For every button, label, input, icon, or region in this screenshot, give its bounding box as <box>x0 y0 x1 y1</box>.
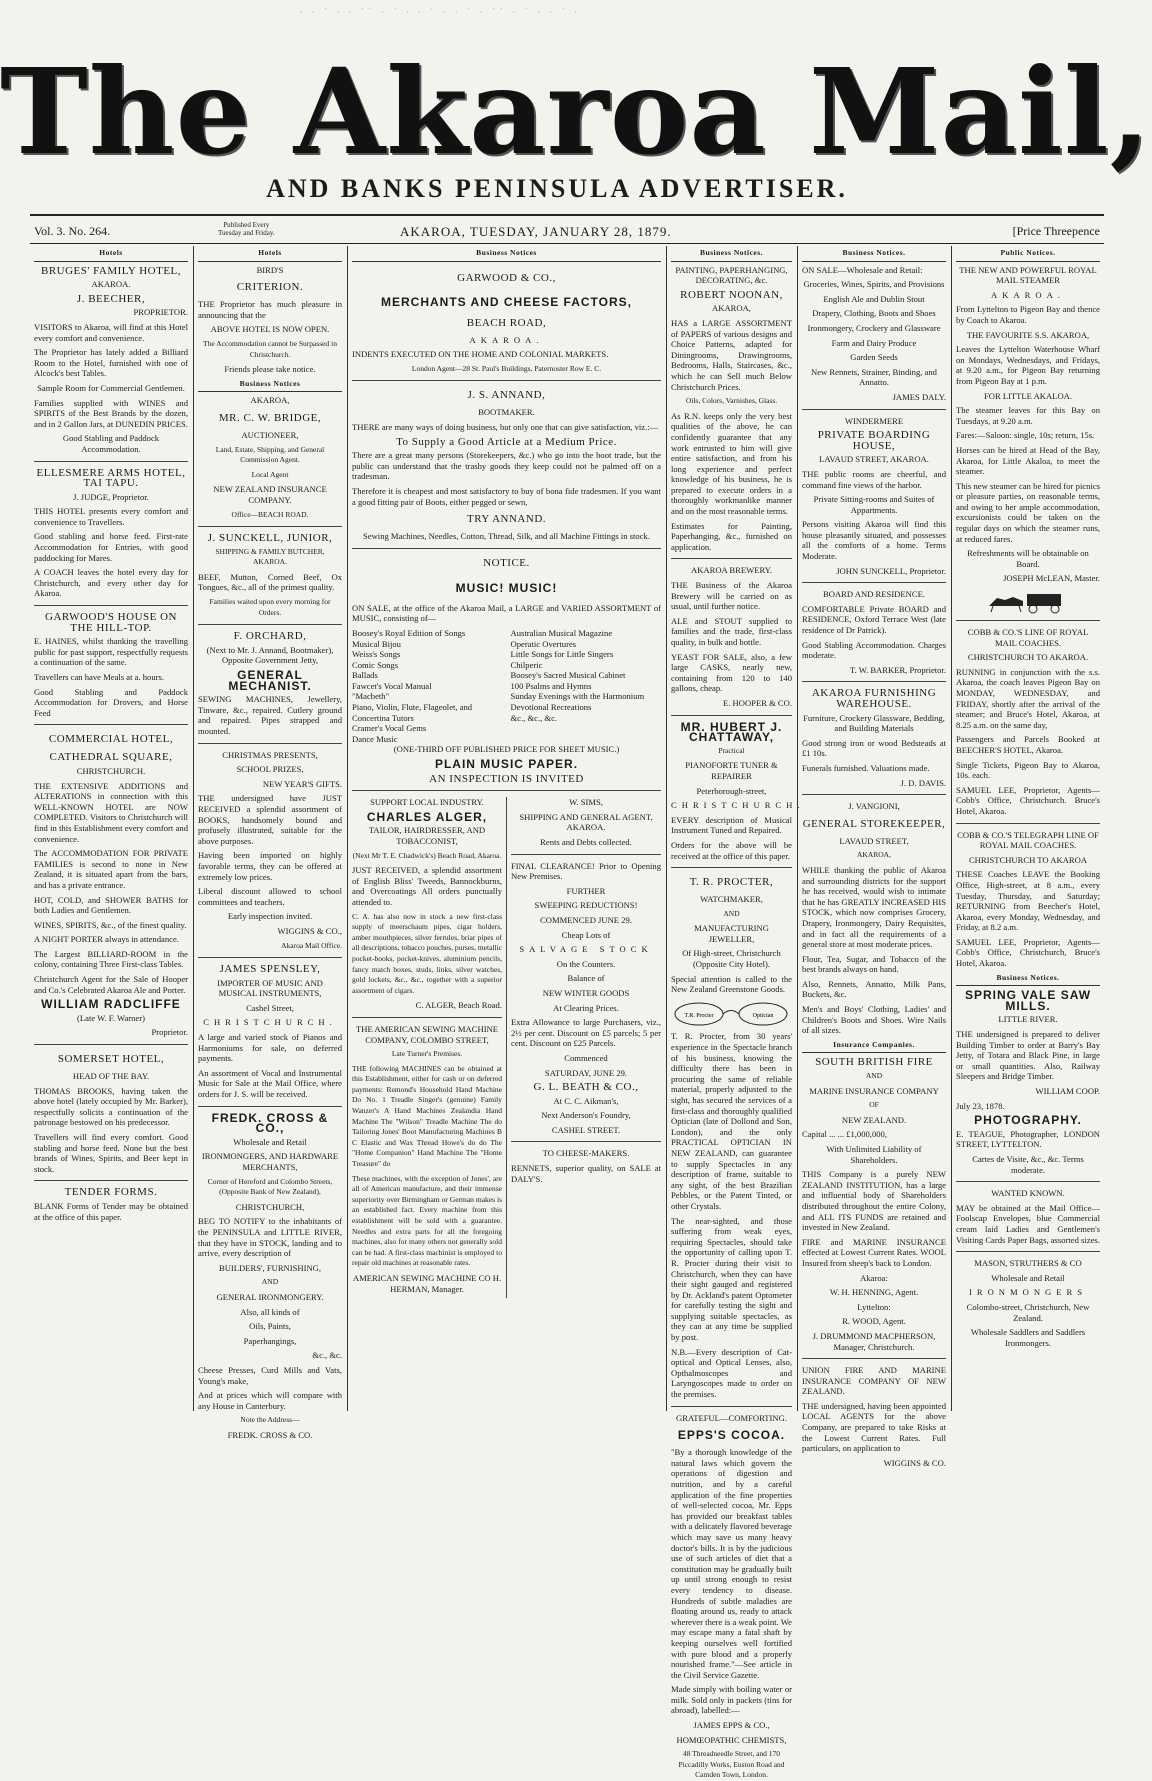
ad-title: F. ORCHARD, <box>233 630 307 643</box>
ad-title: ELLESMERE ARMS HOTEL, TAI TAPU. <box>36 466 186 490</box>
section-heading: Business Notices <box>198 379 342 393</box>
ad-title: CRITERION. <box>236 281 304 294</box>
ad-title: BRUGES' FAMILY HOTEL, <box>40 264 182 277</box>
section-heading: Business Notices. <box>802 248 946 262</box>
ad-title: WILLIAM RADCLIFFE <box>41 997 181 1012</box>
masthead <box>0 0 1152 215</box>
emblem-right-text: Optician <box>752 1012 774 1019</box>
spectacles-emblem <box>671 999 791 1029</box>
music-list-item: "Macbeth" <box>352 691 390 702</box>
music-list-item: Dance Music <box>352 733 398 744</box>
ad-title: J. SUNCKELL, JUNIOR, <box>207 532 333 545</box>
ad-title: JAMES SPENSLEY, <box>219 963 321 976</box>
column-business-5: Business Notices. ON SALE—Wholesale and Retail: Groceries, Wines, Spirits, and Provisions English Ale and Dublin Stout Drapery, Clothing, Boots and Shoes Ironmongery, Crockery and Glassware Farm and Dairy Produce Garden Seeds New Rennets, Strainer, Binding, and Annatto. JAMES DALY. WINDERMERE PRIVATE BOARDING HOUSE, LAVAUD STREET, AKAROA. THE public rooms are cheerful, and command fine views of the harbor. Private Sitting-rooms and Suites of Appartments. Persons visiting Akaroa will find this house pleasantly situated, and possesses all the comforts of a home. Terms Moderate. JOHN SUNCKELL, Proprietor. BOARD AND RESIDENCE. COMFORTABLE Private BOARD and RESIDENCE, Oxford Terrace West (late residence of Dr Patrick). Good Stabling Accommodation. Charges moderate. T. W. BARKER, Proprietor. AKAROA FURNISHING WAREHOUSE. Furniture, Crockery Glassware, Bedding, and Building Materials Good strong iron or wood Bedsteads at £1 10s. Funerals furnished. Valuations made. J. D. DAVIS. J. VANGIONI, GENERAL STOREKEEPER, LAVAUD STREET, AKAROA, WHILE thanking the public of Akaroa and surrounding districts for the support he has received, would wish to intimate that he has GREATLY INCREASED HIS STOCK, which now comprises Grocery, Drapery, Ironmongery, Dairy Requisites, and in fact all the requirements of a general store at most moderate prices. Flour, Tea, Sugar, and Tobacco of the best brands always on hand. Also, Rennets, Annatto, Milk Pans, Buckets, &c. Men's and Boys' Clothing, Ladies' and Children's Boots and Shoes. Wire Nails of all sizes. Insurance Companies. SOUTH BRITISH FIRE AND MARINE INSURANCE COMPANY OF NEW ZEALAND. Capital ... ... £1,000,000, With Unlimited Liability of Shareholders. THIS Company is a purely NEW ZEALAND INSTITUTION, has a large and influential body of Shareholders distributed throughout the entire Colony, and ALL ITS FUNDS are retained and invested in New Zealand. FIRE and MARINE INSURANCE effected at Lowest Current Rates. WOOL Insured from sheep's back to London. Akaroa: W. H. HENNING, Agent. Lyttelton: R. WOOD, Agent. J. DRUMMOND MACPHERSON, Manager, Christchurch. UNION FIRE AND MARINE INSURANCE COMPANY OF NEW ZEALAND. THE undersigned, having been appointed LOCAL AGENTS for the above Company, are prepared to take Risks at the Lowest Current Rates. Full particulars, on application to WIGGINS & CO. <box>797 246 950 1411</box>
music-list-item: Cramer's Vocal Gems <box>352 723 427 734</box>
ad-title: MR. C. W. BRIDGE, <box>218 411 322 424</box>
dateline <box>30 220 1104 244</box>
section-heading: Hotels <box>34 248 188 262</box>
ad-title: GARWOOD'S HOUSE ON THE HILL-TOP. <box>45 611 177 634</box>
column-public-notices: Public Notices. THE NEW AND POWERFUL ROYAL MAIL STEAMER AKAROA. From Lyttelton to Pigeon Bay and thence by Coach to Akaroa. THE FAVOURITE S.S. AKAROA, Leaves the Lyttelton Waterhouse Wharf on Mondays, Wednesdays, and Fridays, at 9.20 a.m., for Pigeon Bay returning from Pigeon Bay at 1 p.m. FOR LITTLE AKALOA. The steamer leaves for this Bay on Tuesdays, at 9.20 a.m. Fares:—Saloon: single, 10s; return, 15s. Horses can be hired at Head of the Bay, Akaroa, for Little Akaloa, to meet the steamer. This new steamer can be hired for picnics or pleasure parties, on reasonable terms, and owing to her ample accommodation, excursionists could be taken on the regular days on which the steamer runs, at reduced fares. Refreshments will be obtainable on Board. JOSEPH McLEAN, Master. COBB & CO.'S LINE OF ROYAL MAIL COACHES. CHRISTCHURCH TO AKAROA. RUNNING in conjunction with the s.s. Akaroa, the coach leaves Pigeon Bay on MONDAY, WEDNESDAY, and FRIDAY, shortly after the arrival of the steamer; and Bruce's Hotel, Akaroa, at 8.25 a.m. on the same day, Passengers and Parcels Booked at BEECHER'S HOTEL, Akaroa. Single Tickets, Pigeon Bay to Akaroa, 10s. each. SAMUEL LEE, Proprietor, Agents— Cobb's Office, Christchurch. Bruce's Hotel, Akaroa. COBB & CO.'S TELEGRAPH LINE OF ROYAL MAIL COACHES. CHRISTCHURCH TO AKAROA THESE Coaches LEAVE the Booking Office, High-street, at 8 a.m., every Tuesday, Thursday, and Saturday; RETURNING from Beecher's Hotel, Akaroa, every Monday, Wednesday, and Friday, at 8.2 a.m. SAMUEL LEE, Proprietor, Agents— Cobb's Office, Christchurch, Bruce's Hotel, Akaroa. Business Notices. SPRING VALE SAW MILLS. LITTLE RIVER. THE undersigned is prepared to deliver Building Timber to order at Barry's Bay Jetty, of Totara and Black Pine, in large or small quantities. Also, Railway Sleepers and Bridge Timber. WILLIAM COOP. July 23, 1878. PHOTOGRAPHY. E. TEAGUE, Photographer, LONDON STREET, LYTTELTON. Cartes de Visite, &c., &c. Terms moderate. WANTED KNOWN. MAY be obtained at the Mail Office— Foolscap Envelopes, blue Commercial cream laid Ladies and Gentlemen's Visiting Cards Paper Bags, assorted sizes. MASON, STRUTHERS & CO Wholesale and Retail IRONMONGERS Colombo-street, Christchurch, New Zealand. Wholesale Saddlers and Saddlers Ironmongers. <box>951 246 1104 1411</box>
ad-title: GARWOOD & CO., <box>457 271 556 284</box>
music-list-item: Musical Bijou <box>352 638 401 649</box>
music-list-item: 100 Psalms and Hymns <box>510 680 592 691</box>
ad-title: EPPS'S COCOA. <box>677 1428 786 1443</box>
section-heading: Business Notices. <box>671 248 792 262</box>
newspaper-title: The Akaroa Mail, <box>0 42 1152 181</box>
music-list-item: Australian Musical Magazine <box>510 627 613 638</box>
volume-number: Vol. 3. No. 264. <box>34 224 111 238</box>
ad-title: TENDER FORMS. <box>64 1186 158 1199</box>
ad-title: GENERAL STOREKEEPER, <box>802 817 946 830</box>
ad-title: MR. HUBERT J. CHATTAWAY, <box>680 719 783 745</box>
music-list <box>352 628 661 745</box>
advertisement-columns <box>30 246 1104 1780</box>
issue-date: AKAROA, TUESDAY, JANUARY 28, 1879. <box>400 224 672 239</box>
publication-frequency: Published Every Tuesday and Friday. <box>218 221 275 237</box>
ad-title: SOMERSET HOTEL, <box>57 1053 165 1066</box>
ad-title: AKAROA FURNISHING WAREHOUSE. <box>811 687 937 710</box>
section-heading: Public Notices. <box>956 248 1100 262</box>
ad-title: PRIVATE BOARDING HOUSE, <box>817 429 931 452</box>
coach-illustration <box>983 588 1073 614</box>
music-list-item: Operatic Overtures <box>510 638 577 649</box>
column-hotels-2: Hotels BIRD'S CRITERION. THE Proprietor has much pleasure in announcing that the ABOVE HOTEL IS NOW OPEN. The Accommodation cannot be Surpassed in Christchurch. Friends please take notice. Business Notices AKAROA, MR. C. W. BRIDGE, AUCTIONEER, Land, Estate, Shipping, and General Commission Agent. Local Agent NEW ZEALAND INSURANCE COMPANY. Office—BEACH ROAD. J. SUNCKELL, JUNIOR, SHIPPING & FAMILY BUTCHER, AKAROA. BEEF, Mutton, Corned Beef, Ox Tongues, &c., all of the primest quality. Families waited upon every morning for Orders. F. ORCHARD, (Next to Mr. J. Annand, Bootmaker), Opposite Government Jetty, GENERAL MECHANIST. SEWING MACHINES, Jewellery, Tinware, &c., repaired. Cutlery ground and repaired. Pipes strapped and mounted. CHRISTMAS PRESENTS, SCHOOL PRIZES, NEW YEAR'S GIFTS. THE undersigned have JUST RECEIVED a splendid assortment of BOOKS, handsomely bound and profusely illustrated, suitable for the above purposes. Having been imported on highly favorable terms, they can be offered at extremely low prices. Liberal discount allowed to school committees and teachers. Early inspection invited. WIGGINS & CO., Akaroa Mail Office. JAMES SPENSLEY, IMPORTER OF MUSIC AND MUSICAL INSTRUMENTS, Cashel Street, CHRISTCHURCH. A large and varied stock of Pianos and Harmoniums for sale, on deferred payments. An assortment of Vocal and Instrumental Music for Sale at the Mail Office, where orders for J. S. will be received. FREDK. CROSS & CO., Wholesale and Retail IRONMONGERS, AND HARDWARE MERCHANTS, Corner of Hereford and Colombo Streets, (Opposite Bank of New Zealand), CHRISTCHURCH, BEG TO NOTIFY to the inhabitants of the PENINSULA and LITTLE RIVER, that they have in STOCK, landing and to arrive, every description of BUILDERS', FURNISHING, AND GENERAL IRONMONGERY. Also, all kinds of Oils, Paints, Paperhangings, &c., &c. Cheese Presses, Curd Mills and Vats, Young's make, And at prices which will compare with any House in Canterbury. Note the Address— FREDK. CROSS & CO. <box>193 246 346 1411</box>
ad-title: PHOTOGRAPHY. <box>974 1113 1082 1128</box>
music-list-left <box>352 628 503 745</box>
section-heading: Hotels <box>198 248 342 262</box>
music-list-item: &c., &c., &c. <box>510 712 558 723</box>
section-heading: Business Notices <box>352 248 661 262</box>
music-list-right <box>511 628 662 745</box>
price: [Price Threepence <box>1012 224 1100 238</box>
ad-title: T. R. PROCTER, <box>689 876 774 889</box>
column-business-4: Business Notices. PAINTING, PAPERHANGING, DECORATING, &c. ROBERT NOONAN, AKAROA, HAS a LARGE ASSORTMENT of PAPERS of various designs and Choice Patterns, adapted for Diningrooms, Drawingrooms, Bedrooms, Halls, Staircases, &c., which he can Sell much Below Christchurch Prices. Oils, Colors, Varnishes, Glass. As R.N. keeps only the very best qualities of the above, he can confidently guarantee that any work entrusted to him will give entire satisfaction, and from his long experience and perfect knowledge of his business, he is prepared to execute orders in a thoroughly workmanlike manner and on the most reasonable terms. Estimates for Painting, Paperhanging, &c., furnished on application. AKAROA BREWERY. THE Business of the Akaroa Brewery will be carried on as usual, until further notice. ALE and STOUT supplied to families and the trade, first-class quality, in bulk and bottle. YEAST FOR SALE, also, a few large CASKS, nearly new, containing from 120 to 140 gallons, cheap. E. HOOPER & CO. MR. HUBERT J. CHATTAWAY, Practical PIANOFORTE TUNER & REPAIRER Peterborough-street, CHRISTCHURCH. EVERY description of Musical Instrument Tuned and Repaired. Orders for the above will be received at the office of this paper. T. R. PROCTER, WATCHMAKER, AND MANUFACTURING JEWELLER, Of High-street, Christchurch (Opposite City Hotel). Special attention is called to the New Zealand Greenstone Goods. T.R. Procter Optician T. R. Procter, from 30 years' experience in the Spectacle branch of his business, knowing the difficulty there has been in procuring the same of reliable material, properly adjusted to the sight, has secured the services of a first-class and thoroughly qualified Optician (late of Dollond and Son, London), and the only PRACTICAL OPTICIAN IN NEW ZEALAND, can guarantee to supply Spectacles in any description of frame, suitable to any sight, of the best Brazilian Pebbles, or the Patent Tinted, or other Crystals. The near-sighted, and those suffering from weak eyes, requiring Spectacles, should take the opportunity of calling upon T. R. Procter during their visit to Christchurch, when they can have their sight gauged and registered by Dr. Ackland's patent Optometer for carefully testing the sight and supplying suitable spectacles, as they can at any time be supplied by post. N.B.—Every description of Cat-optical and Optical Lenses, also, Opthalmoscopes and Laryngoscopes made to order on the premises. GRATEFUL—COMFORTING. EPPS'S COCOA. "By a thorough knowledge of the natural laws which govern the operations of digestion and nutrition, and by a careful application of the fine properties of well-selected cocoa, Mr. Epps has provided our breakfast tables with a delicately flavored beverage which may save us many heavy doctor's bills. It is by the judicious use of such articles of diet that a constitution may be gradually built up until strong enough to resist every tendency to disease. Hundreds of subtle maladies are floating around us, ready to attack wherever there is a weak point. We may escape many a fatal shaft by keeping ourselves well fortified with pure blood and a properly nourished frame."—See article in the Civil Service Gazette. Made simply with boiling water or milk. Sold only in packets (tins for abroad), labelled:— JAMES EPPS & CO., HOMŒOPATHIC CHEMISTS, 48 Threadneedle Street, and 170 Piccadilly Works, Euston Road and Camden Town, London. <box>666 246 796 1411</box>
ad-title: NOTICE. <box>483 556 530 569</box>
ad-title: CHARLES ALGER, <box>366 809 488 824</box>
music-list-item: Sunday Evenings with the Harmonium <box>510 691 645 702</box>
music-list-item: Comic Songs <box>352 659 399 670</box>
music-list-item: Chilperic <box>510 659 543 670</box>
music-list-item: Piano, Violin, Flute, Flageolet, and Concertina Tutors <box>352 702 473 723</box>
emblem-left-text: T.R. Procter <box>684 1012 714 1019</box>
ad-title: SPRING VALE SAW MILLS. <box>964 988 1092 1013</box>
ad-title: COMMERCIAL HOTEL, <box>48 733 174 746</box>
newspaper-subtitle: AND BANKS PENINSULA ADVERTISER. <box>266 174 848 203</box>
ad-title: J. S. ANNAND, <box>467 389 546 402</box>
ad-title: J. BEECHER, <box>76 292 146 305</box>
masthead-rule <box>30 214 1104 216</box>
faded-header-marks: · · ˙ · · ˙˙ · ˙ · · ˙ · · ˙ · ˙˙ · ˙ · · ˙ · <box>300 8 581 18</box>
section-heading: Business Notices. <box>956 973 1100 987</box>
music-list-item: Ballads <box>352 670 378 681</box>
ad-title: FREDK. CROSS & CO., <box>211 1110 329 1136</box>
column-hotels-1: Hotels BRUGES' FAMILY HOTEL, AKAROA. J. BEECHER, PROPRIETOR. VISITORS to Akaroa, will find at this Hotel every comfort and convenience. The Proprietor has lately added a Billiard Room to the Hotel, furnished with one of Alcock's best Tables. Sample Room for Commercial Gentlemen. Families supplied with WINES and SPIRITS of the Best Brands by the dozen, and in 2 Gallon Jars, at DUNEDIN PRICES. Good Stabling and Paddock Accommodation. ELLESMERE ARMS HOTEL, TAI TAPU. J. JUDGE, Proprietor. THIS HOTEL presents every comfort and convenience to Travellers. Good stabling and horse feed. First-rate Accommodation for Entries, with good paddocking for Mares. A COACH leaves the hotel every day for Christchurch, and every other day for Akaroa. GARWOOD'S HOUSE ON THE HILL-TOP. E. HAINES, whilst thanking the travelling public for past support, respectfully requests a continuation of the same. Travellers can have Meals at a. hours. Good Stabling and Paddock Accommodation for Drovers, and Horse Feed COMMERCIAL HOTEL, CATHEDRAL SQUARE, CHRISTCHURCH. THE EXTENSIVE ADDITIONS and ALTERATIONS in connection with this WELL-KNOWN HOTEL are NOW COMPLETED. Visitors to Christchurch will find in this Establishment every comfort and convenience. The ACCOMMODATION FOR PRIVATE FAMILIES is second to none in New Zealand, it is situated apart from the bars, and has a private entrance. HOT, COLD, and SHOWER BATHS for both Ladies and Gentlemen. WINES, SPIRITS, &c., of the finest quality. A NIGHT PORTER always in attendance. The Largest BILLIARD-ROOM in the colony, containing Three First-class Tables. Christchurch Agent for the Sale of Hooper and Co.'s Celebrated Akaroa Ale and Porter. WILLIAM RADCLIFFE (Late W. F. Warner) Proprietor. SOMERSET HOTEL, HEAD OF THE BAY. THOMAS BROOKS, having taken the above hotel (lately occupied by Mr. Barker), respectfully solicits a continuation of the patronage bestowed on his predecessor. Travellers will find every comfort. Good stabling and horse feed. None but the best brands of Wines, Spirits, and Beer kept in stock. TENDER FORMS. BLANK Forms of Tender may be obtained at the office of this paper. <box>34 248 188 1222</box>
ad-title: ROBERT NOONAN, <box>680 288 783 301</box>
music-list-item: Fawcet's Vocal Manual <box>352 680 432 691</box>
music-list-item: Boosey's Royal Edition of Songs <box>352 627 466 638</box>
music-list-item: Little Songs for Little Singers <box>510 649 614 660</box>
ad-title: SOUTH BRITISH FIRE <box>815 1056 933 1069</box>
music-list-item: Devotional Recreations <box>510 702 592 713</box>
music-list-item: Weiss's Songs <box>352 649 401 660</box>
dateline-rule <box>30 243 1104 244</box>
column-business-wide: Business Notices GARWOOD & CO., MERCHANTS AND CHEESE FACTORS, BEACH ROAD, AKAROA. INDENTS EXECUTED ON THE HOME AND COLONIAL MARKETS. London Agent—28 St. Paul's Buildings, Paternoster Row E. C. J. S. ANNAND, BOOTMAKER. THERE are many ways of doing business, but only one that can give satisfaction, viz.:— To Supply a Good Article at a Medium Price. There are a great many persons (Storekeepers, &c.) who go into the boot trade, but the public can understand that the trashy goods they keep could not be palmed off on a tradesman. Therefore it is cheapest and most satisfactory to buy of bona fide tradesmen. If you want a good fitting pair of Boots, either pegged or sewn, TRY ANNAND. Sewing Machines, Needles, Cotton, Thread, Silk, and all Machine Fittings in stock. NOTICE. MUSIC! MUSIC! ON SALE, at the office of the Akaroa Mail, a LARGE and VARIED ASSORTMENT of MUSIC, consisting of— Boosey's Royal Edition of Songs Musical Bijou Weiss's Songs Comic Songs Ballads Fawcet's Vocal Manual "Macbeth" Piano, Violin, Flute, Flageolet, and Concertina Tutors Cramer's Vocal Gems Dance Music Australian Musical Magazine Operatic Overtures Little Songs for Little Singers Chilperic Boosey's Sacred Musical Cabinet 100 Psalms and Hymns Sunday Evenings with the Harmonium Devotional Recreations &c., &c., &c. (ONE-THIRD OFF PUBLISHED PRICE FOR SHEET MUSIC.) PLAIN MUSIC PAPER. AN INSPECTION IS INVITED SUPPORT LOCAL INDUSTRY. CHARLES ALGER, TAILOR, HAIRDRESSER, AND TOBACCONIST, (Next Mr T. E. Chadwick's) Beach Road, Akaroa. JUST RECEIVED, a splendid assortment of English Bliss' Tweeds, Bannockburns, and Overcoatings All orders punctually attended to. C. A. has also now in stock a new first-class supply of meerschaum pipes, cigar holders, amber mouthpieces, silver ferrules, briar pipes of all descriptions, tobacco pouches, purses, metallic pocket-books, pocket-knives, aluminium pencils, fancy match boxes, studs, links, silver watches, gold lockets, &c., &c., together with a superior assortment of cigars. C. ALGER, Beach Road. THE AMERICAN SEWING MACHINE COMPANY, COLOMBO STREET, Late Turner's Premises. THE following MACHINES can be obtained at this Establishment, either for cash or on deferred payments: Remond's Household Hand Machine Do No. 1 Treadle Singer's (genuine) Family Wanzer's A Hand Machines Zealandia Hand Machine The "Wilson" Treadle Machine The do Tailoring Jones' Boot Manufacturing Machines B C Elastic and Wax Thread Howe's do do The "Home Companion" Hand Machine The "Home Treasure" do These machines, with the exception of Jones', are all of American manufacture, and their immense superiority over Birmingham or German makes is an established fact. Every machine from this establishment will be sold with a guarantee. Needles and extra parts for all the foregoing machines, also for many others not generally sold can be had. A first-class machinist is employed to repair old machines at reasonable rates. AMERICAN SEWING MACHINE CO H. HERMAN, Manager. W. SIMS, SHIPPING AND GENERAL AGENT, AKAROA. Rents and Debts collected. FINAL CLEARANCE! Prior to Opening New Premises. FURTHER SWEEPING REDUCTIONS! COMMENCED JUNE 29. Cheap Lots of SALVAGE STOCK On the Counters. Balance of NEW WINTER GOODS At Clearing Prices. Extra Allowance to large Purchasers, viz., 2½ per cent. Discount on £5 parcels; 5 per cent. Discount on £25 Parcels. Commenced SATURDAY, JUNE 29. G. L. BEATH & CO., At C. C. Aikman's, Next Anderson's Foundry, CASHEL STREET. TO CHEESE-MAKERS. RENNETS, superior quality, on SALE at DALY'S. <box>347 246 665 1411</box>
music-list-item: Boosey's Sacred Musical Cabinet <box>510 670 626 681</box>
section-heading: Insurance Companies. <box>802 1040 946 1054</box>
